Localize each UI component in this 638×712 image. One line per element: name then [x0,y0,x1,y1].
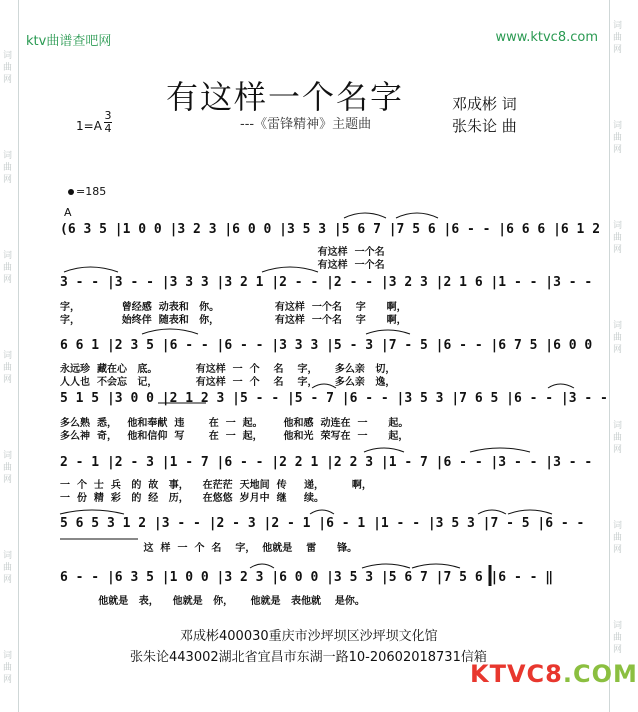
slur [396,213,438,218]
side-watermark: 词曲网 [613,321,623,355]
slur [362,564,410,568]
contact-composer: 张朱论443002湖北省宜昌市东湖一路10-20602018731信箱 [130,650,487,665]
side-watermark: 词曲网 [3,351,13,385]
slur [344,213,386,218]
score-line-1: (6 3 5 |1 0 0 |3 2 3 |6 0 0 |3 5 3 |5 6 7 |7 5 6 |6 - - |6 6 6 |6 1 2 [60,222,601,237]
lyric-line-7a: 他就是 表， 他就是 你， 他就是 表他就 是你。 [60,596,365,607]
slur [312,384,336,388]
section-mark: A [64,206,72,219]
side-watermark: 词曲网 [3,151,13,185]
lyric-line-5b: 一 份 精 彩 的 经 历， 在悠悠 岁月中 继 续。 [60,493,324,504]
score-line-7: 6 - - |6 3 5 |1 0 0 |3 2 3 |6 0 0 |3 5 3 |5 6 7 |7 5 6 |6 - - ‖ [60,570,554,585]
lyric-line-3a: 永远珍 藏在心 底。 有这样 一 个 名 字， 多么亲 切， [60,364,396,375]
lyricist-credit: 邓成彬 词 [452,95,517,113]
score-line-3: 6 6 1 |2 3 5 |6 - - |6 - - |3 3 3 |5 - 3 |7 - 5 |6 - - |6 7 5 |6 0 0 [60,338,593,353]
lyric-line-4a: 多么熟 悉， 他和奉献 违 在 一 起。 他和感 动连在 一 起。 [60,418,409,429]
contact-lyricist: 邓成彬400030重庆市沙坪坝区沙坪坝文化馆 [180,629,438,644]
time-bottom: 4 [104,122,112,135]
score-line-2: 3 - - |3 - - |3 3 3 |3 2 1 |2 - - |2 - - |3 2 3 |2 1 6 |1 - - |3 - - [60,275,593,290]
slur [250,564,274,568]
score-line-6: 5 6 5 3 1 2 |3 - - |2 - 3 |2 - 1 |6 - 1 |1 - - |3 5 3 |7 - 5 |6 - - [60,516,585,531]
side-watermark: 词曲网 [3,251,13,285]
tempo-value: =185 [76,185,107,198]
site-name-link[interactable]: ktv曲谱查吧网 [26,34,112,49]
side-watermark: 词曲网 [3,51,13,85]
side-watermark: 词曲网 [613,421,623,455]
song-subtitle: ---《雷锋精神》主题曲 [240,117,372,132]
lyric-line-5a: 一 个 士 兵 的 故 事， 在茫茫 天地间 传 递， 啊， [60,480,372,491]
side-watermark: 词曲网 [613,521,623,555]
slur [64,267,118,272]
lyric-line-2a: 字， 曾经感 动表和 你。 有这样 一个名 字 啊， [60,302,407,313]
side-watermark: 词曲网 [613,621,623,655]
score-line-4: 5 1 5 |3 0 0 |2 1 2 3 |5 - - |5 - 7 |6 - - |3 5 3 |7 6 5 |6 - - |3 - - [60,391,608,406]
slur [142,329,198,334]
score-line-5: 2 - 1 |2 - 3 |1 - 7 |6 - - |2 2 1 |2 2 3 |1 - 7 |6 - - |3 - - |3 - - [60,455,593,470]
slur [478,510,506,514]
lyric-line-4b: 多么神 奇， 他和信仰 写 在 一 起， 他和光 荣写在 一 起， [60,431,409,442]
lyric-line-2b: 字， 始终伴 随表和 你， 有这样 一个名 字 啊， [60,315,407,326]
slur [412,564,460,568]
logo-main-text: KTVC8 [470,660,563,688]
key-signature: 1=A [76,119,102,133]
time-top: 3 [104,109,112,122]
slur [60,510,124,514]
side-watermark: 词曲网 [3,451,13,485]
side-watermark: 词曲网 [3,551,13,585]
lyric-line-1b: 有这样 一个名 [60,260,385,271]
slur [508,510,552,514]
side-watermark: 词曲网 [3,651,13,685]
logo-tail-text: .COM [562,660,638,688]
side-watermark: 词曲网 [613,121,623,155]
slur [262,267,318,272]
site-url-link[interactable]: www.ktvc8.com [495,30,598,45]
slur [310,510,334,514]
lyric-line-6a: 这 样 一 个 名 字， 他就是 雷 锋。 [60,543,358,554]
side-watermark: 词曲网 [613,221,623,255]
ktvc8-logo [470,660,638,688]
lyric-line-1a: 有这样 一个名 [60,247,385,258]
slur [366,330,410,334]
song-title: 有这样一个名字 [166,78,405,116]
side-watermark: 词曲网 [613,21,623,55]
slur [470,448,530,452]
composer-credit: 张朱论 曲 [452,117,517,135]
slur [548,384,574,388]
slur [364,448,404,452]
lyric-line-3b: 人人也 不会忘 记， 有这样 一 个 名 字， 多么亲 逸， [60,377,396,388]
